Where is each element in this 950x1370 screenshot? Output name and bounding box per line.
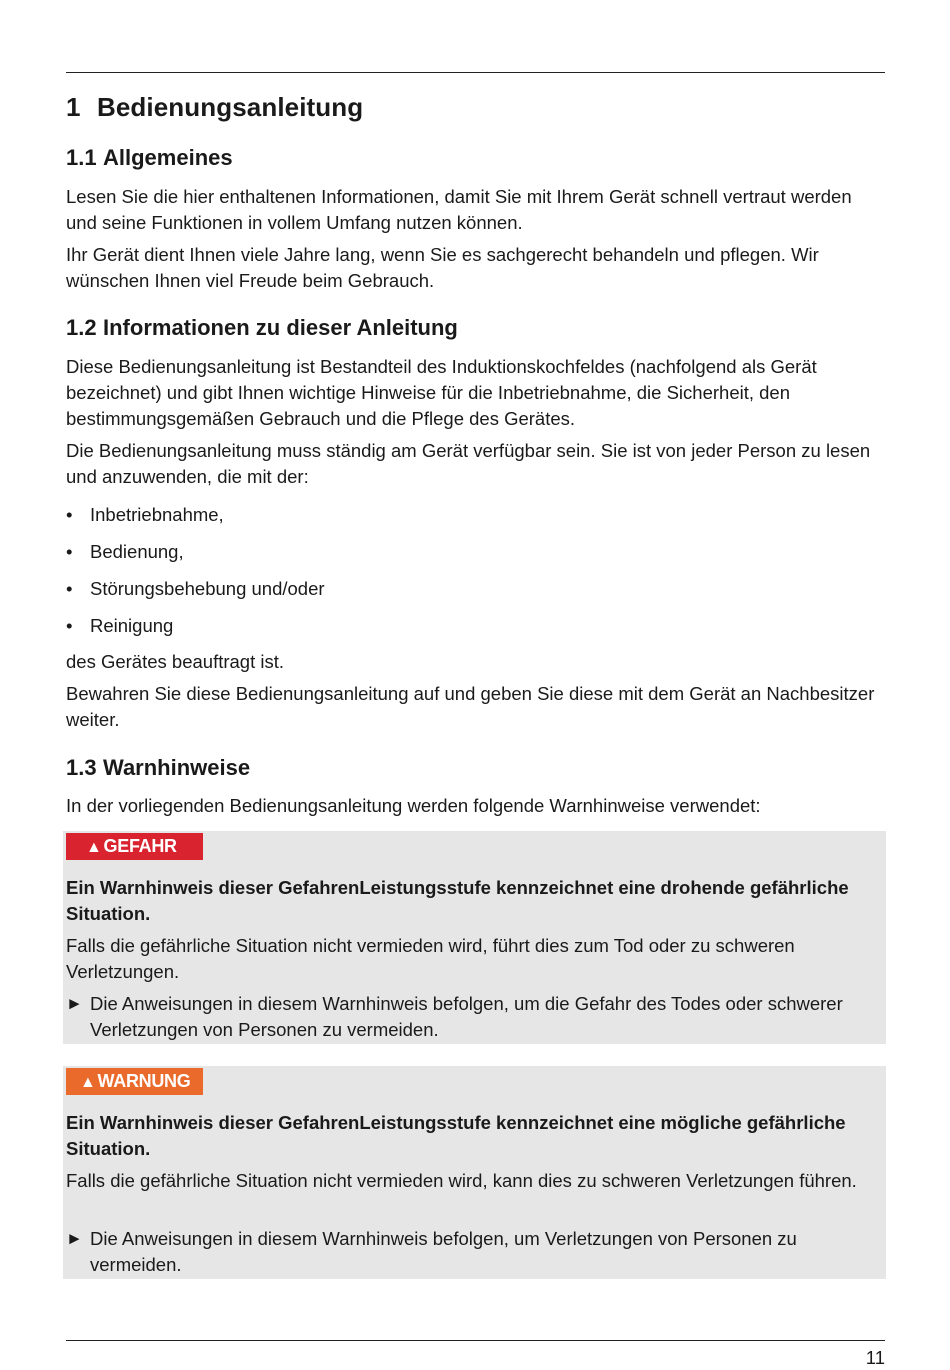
paragraph: Diese Bedienungsanleitung ist Bestandteil des Induktionskochfeldes (nachfolgend als Gerät bezeichnet) und gibt Ihnen wichtige Hinweise für die Inbetriebnahme, die Sicherheit, den bestimmungsgemäßen Gebrauch und die Pflege des Gerätes.	[66, 356, 817, 429]
list-item-text: Bedienung,	[90, 541, 184, 562]
header-rule	[66, 72, 885, 73]
list-item-text: Inbetriebnahme,	[90, 504, 224, 525]
document-page	[66, 0, 885, 1370]
chapter-title: Bedienungsanleitung	[97, 92, 364, 122]
danger-action-text: Die Anweisungen in diesem Warnhinweis befolgen, um die Gefahr des Todes oder schwerer Verletzungen von Personen zu vermeiden.	[90, 993, 843, 1040]
warning-notice-box	[63, 1066, 886, 1279]
chapter-heading	[66, 92, 363, 123]
list-item-text: Störungsbehebung und/oder	[90, 578, 325, 599]
section-title: Informationen zu dieser Anleitung	[103, 315, 458, 340]
paragraph: Lesen Sie die hier enthaltenen Informationen, damit Sie mit Ihrem Gerät schnell vertraut werden und seine Funktionen in vollem Umfang nutzen können.	[66, 186, 852, 233]
paragraph: Bewahren Sie diese Bedienungsanleitung auf und geben Sie diese mit dem Gerät an Nachbesitzer weiter.	[66, 683, 875, 730]
warning-action-text: Die Anweisungen in diesem Warnhinweis befolgen, um Verletzungen von Personen zu vermeiden.	[90, 1228, 797, 1275]
chapter-number: 1	[66, 92, 81, 122]
footer-rule	[66, 1340, 885, 1341]
arrow-right-icon: ►	[66, 1229, 83, 1248]
danger-badge	[66, 833, 203, 860]
danger-action	[66, 991, 881, 1043]
bullet: •	[66, 615, 73, 636]
paragraph: Die Bedienungsanleitung muss ständig am Gerät verfügbar sein. Sie ist von jeder Person zu lesen und anzuwenden, die mit der:	[66, 440, 871, 487]
bullet: •	[66, 541, 73, 562]
bullet: •	[66, 504, 73, 525]
warning-label: WARNUNG	[97, 1071, 191, 1091]
section-heading-informationen	[66, 315, 458, 341]
list-item-text: Reinigung	[90, 615, 174, 636]
danger-heading: Ein Warnhinweis dieser GefahrenLeistungsstufe kennzeichnet eine drohende gefährliche Situation.	[66, 877, 849, 924]
warning-text: Falls die gefährliche Situation nicht vermieden wird, kann dies zu schweren Verletzungen führen.	[66, 1170, 857, 1191]
paragraph: Ihr Gerät dient Ihnen viele Jahre lang, wenn Sie es sachgerecht behandeln und pflegen. Wir wünschen Ihnen viel Freude beim Gebrauch.	[66, 244, 819, 291]
section-heading-allgemeines	[66, 145, 233, 171]
section-number: 1.3	[66, 755, 97, 780]
warning-triangle-icon: ▲	[80, 1074, 96, 1091]
danger-text: Falls die gefährliche Situation nicht vermieden wird, führt dies zum Tod oder zu schweren Verletzungen.	[66, 935, 795, 982]
section-title: Warnhinweise	[103, 755, 251, 780]
section-number: 1.1	[66, 145, 97, 170]
section-heading-warnhinweise	[66, 755, 250, 781]
danger-notice-box	[63, 831, 886, 1044]
warning-heading: Ein Warnhinweis dieser GefahrenLeistungsstufe kennzeichnet eine mögliche gefährliche Situation.	[66, 1112, 846, 1159]
page-number: 11	[865, 1347, 885, 1368]
danger-label: GEFAHR	[103, 836, 177, 856]
paragraph: In der vorliegenden Bedienungsanleitung werden folgende Warnhinweise verwendet:	[66, 795, 761, 816]
section-number: 1.2	[66, 315, 97, 340]
warning-action	[66, 1226, 881, 1278]
section-title: Allgemeines	[103, 145, 233, 170]
warning-badge	[66, 1068, 203, 1095]
bullet: •	[66, 578, 73, 599]
warning-triangle-icon: ▲	[86, 839, 102, 856]
paragraph: des Gerätes beauftragt ist.	[66, 651, 285, 672]
arrow-right-icon: ►	[66, 994, 83, 1013]
